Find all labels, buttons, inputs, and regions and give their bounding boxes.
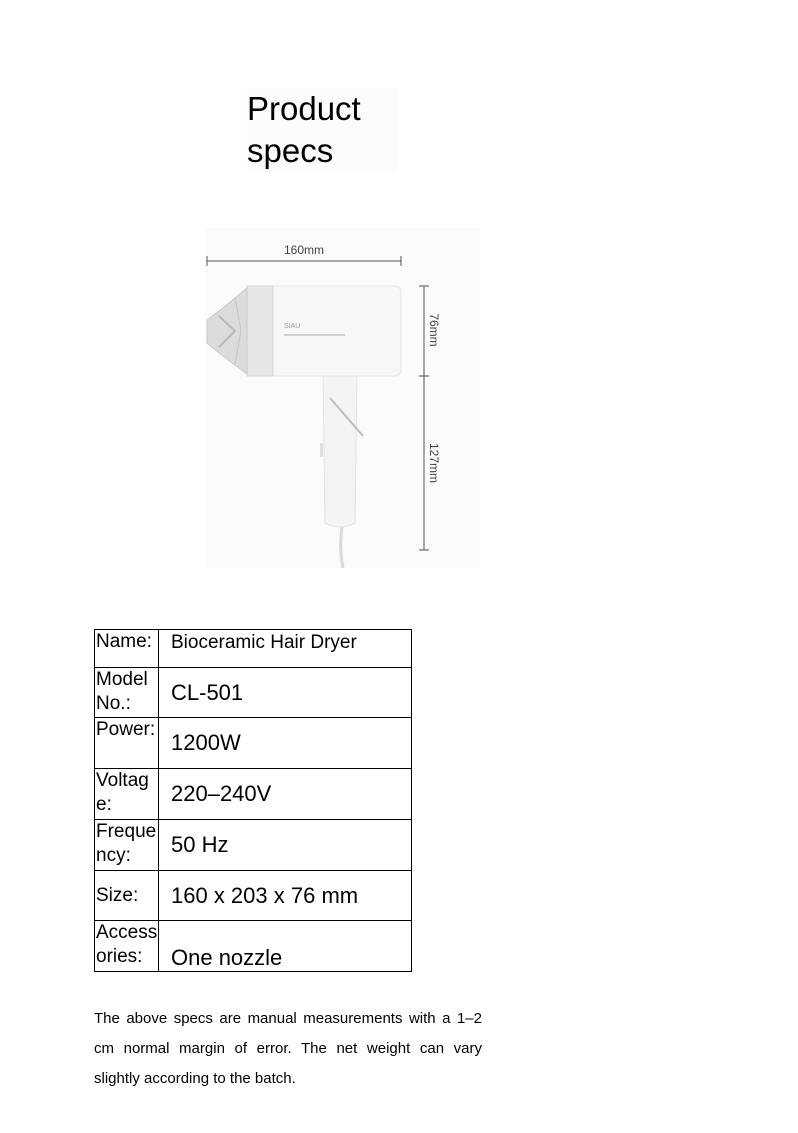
spec-value: CL-501 — [159, 668, 412, 718]
table-row — [95, 871, 412, 921]
table-row — [95, 921, 412, 972]
page-title: Product specs — [247, 88, 397, 172]
table-row — [95, 820, 412, 871]
hair-dryer-image — [205, 228, 480, 568]
spec-label: Voltage: — [95, 769, 159, 820]
spec-value: One nozzle — [159, 921, 412, 972]
spec-label: Size: — [95, 871, 159, 921]
spec-value: Bioceramic Hair Dryer — [159, 630, 412, 668]
dryer-body — [267, 286, 401, 376]
cord — [341, 526, 343, 568]
product-figure — [205, 228, 480, 568]
dryer-nozzle-ring — [247, 286, 273, 376]
disclaimer-note: The above specs are manual measurements with a 1–2 cm normal margin of error. The net weight can vary slightly according to the batch. — [94, 1010, 482, 1087]
table-row — [95, 718, 412, 769]
table-row — [95, 630, 412, 668]
spec-label: Frequency: — [95, 820, 159, 871]
head-height-label: 76mm — [427, 313, 441, 347]
table-row — [95, 668, 412, 718]
table-row — [95, 769, 412, 820]
dryer-handle — [323, 373, 357, 527]
spec-label: Power: — [95, 718, 159, 769]
spec-label: Name: — [95, 630, 159, 668]
handle-height-label: 127mm — [427, 442, 441, 484]
spec-value: 50 Hz — [159, 820, 412, 871]
width-dimension-label: 160mm — [283, 243, 325, 257]
specs-table — [94, 629, 412, 972]
spec-value: 1200W — [159, 718, 412, 769]
spec-label: Model No.: — [95, 668, 159, 718]
spec-value: 220–240V — [159, 769, 412, 820]
brand-logo: SIAU — [284, 323, 301, 330]
spec-label: Accessories: — [95, 921, 159, 972]
spec-value: 160 x 203 x 76 mm — [159, 871, 412, 921]
